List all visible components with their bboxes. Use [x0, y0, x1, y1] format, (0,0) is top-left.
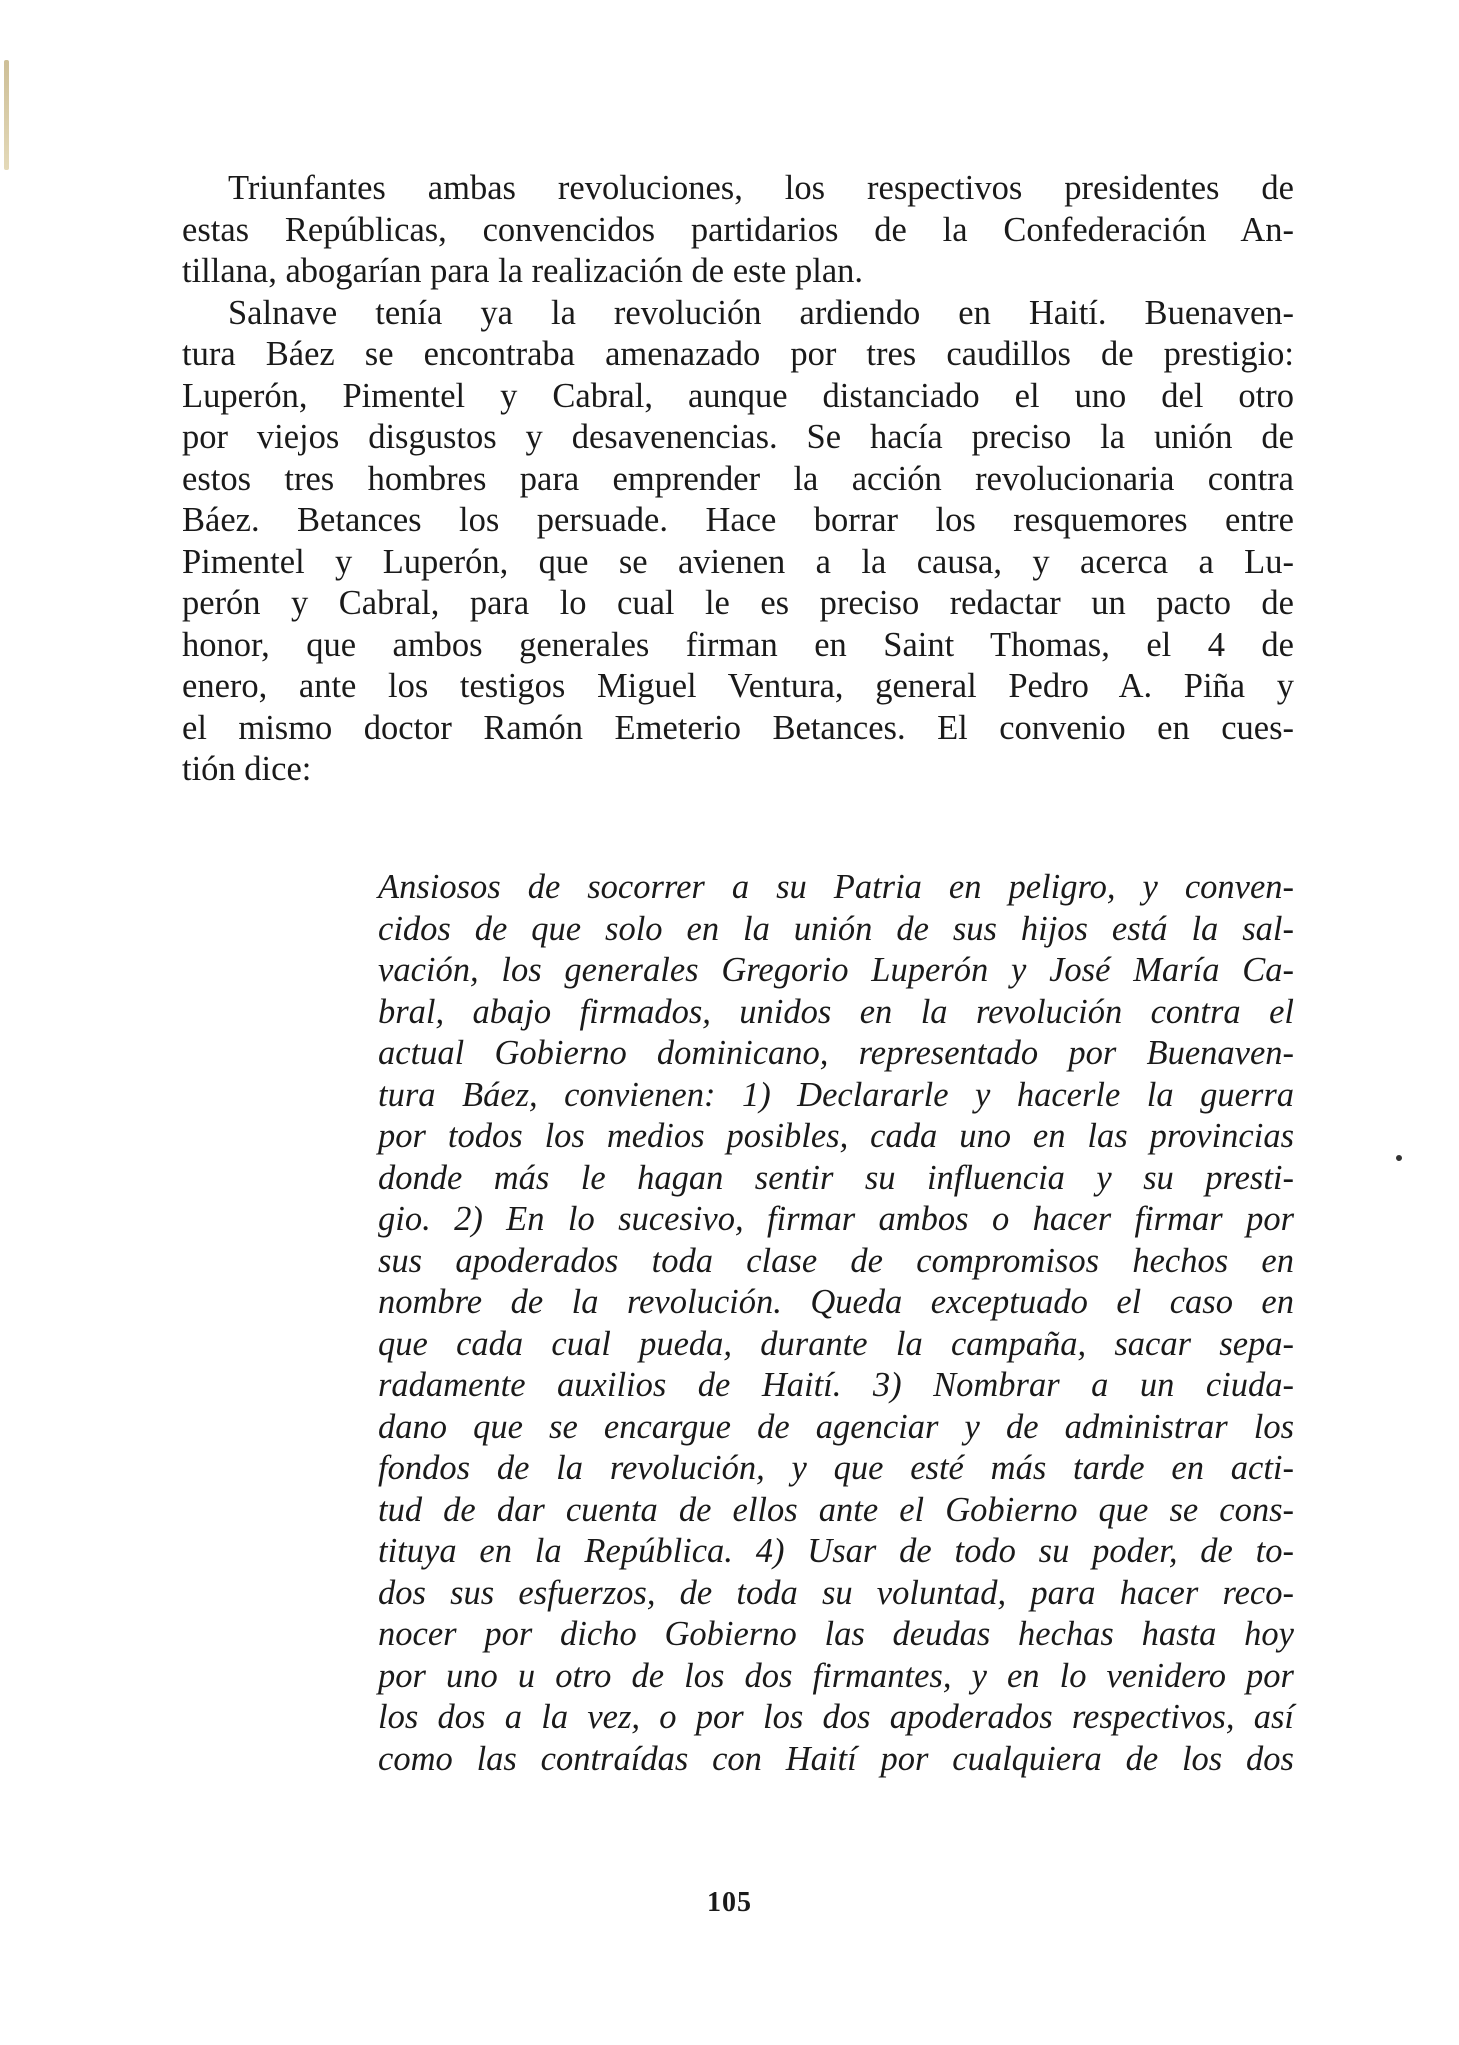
quote-line: tud de dar cuenta de ellos ante el Gobierno que se cons-	[378, 1490, 1294, 1529]
quote-line: vación, los generales Gregorio Luperón y José María Ca-	[378, 951, 1294, 989]
text-line: Báez. Betances los persuade. Hace borrar los resquemores entre	[182, 501, 1294, 539]
body-text	[182, 168, 1294, 791]
quote-line: por todos los medios posibles, cada uno en las provincias	[378, 1117, 1294, 1155]
quote-line: Ansiosos de socorrer a su Patria en peligro, y conven-	[378, 868, 1294, 906]
text-line: Triunfantes ambas revoluciones, los respectivos presidentes de	[228, 169, 1294, 207]
quote-line: como las contraídas con Haití por cualquiera de los dos	[378, 1739, 1294, 1778]
quote-line: actual Gobierno dominicano, representado por Buenaven-	[378, 1034, 1294, 1072]
quote-line: nocer por dicho Gobierno las deudas hechas hasta hoy	[378, 1615, 1294, 1653]
text-line: honor, que ambos generales firman en Saint Thomas, el 4 de	[182, 625, 1294, 664]
quote-line: gio. 2) En lo sucesivo, firmar ambos o hacer firmar por	[378, 1200, 1294, 1238]
text-line: enero, ante los testigos Miguel Ventura, general Pedro A. Piña y	[182, 667, 1294, 705]
quote-line: radamente auxilios de Haití. 3) Nombrar a un ciuda-	[378, 1366, 1294, 1404]
text-line: tión dice:	[182, 750, 312, 788]
quote-line: tituya en la República. 4) Usar de todo su poder, de to-	[378, 1532, 1294, 1570]
quote-line: los dos a la vez, o por los dos apoderados respectivos, así	[378, 1698, 1294, 1736]
text-line: estas Repúblicas, convencidos partidarios de la Confederación An-	[182, 210, 1294, 249]
quote-line: dos sus esfuerzos, de toda su voluntad, para hacer reco-	[378, 1573, 1294, 1612]
text-line: tura Báez se encontraba amenazado por tres caudillos de prestigio:	[182, 335, 1294, 373]
page-edge-stain	[4, 60, 9, 170]
text-line: estos tres hombres para emprender la acción revolucionaria contra	[182, 459, 1294, 498]
text-line: Luperón, Pimentel y Cabral, aunque distanciado el uno del otro	[182, 376, 1294, 415]
quote-line: dano que se encargue de agenciar y de administrar los	[378, 1407, 1294, 1446]
quote-line: fondos de la revolución, y que esté más tarde en acti-	[378, 1449, 1294, 1487]
text-line: Pimentel y Luperón, que se avienen a la causa, y acerca a Lu-	[182, 542, 1294, 581]
page-number: 105	[707, 1887, 752, 1918]
text-line: perón y Cabral, para lo cual le es preciso redactar un pacto de	[182, 584, 1294, 622]
ink-speck	[1396, 1155, 1402, 1161]
text-line: por viejos disgustos y desavenencias. Se hacía preciso la unión de	[182, 418, 1294, 456]
quote-line: tura Báez, convienen: 1) Declararle y hacerle la guerra	[378, 1075, 1294, 1114]
text-line: tillana, abogarían para la realización de este plan.	[182, 252, 864, 290]
text-line: Salnave tenía ya la revolución ardiendo en Haití. Buenaven-	[228, 293, 1294, 332]
quote-line: sus apoderados toda clase de compromisos hechos en	[378, 1241, 1294, 1280]
text-line: el mismo doctor Ramón Emeterio Betances. El convenio en cues-	[182, 708, 1294, 747]
block-quote	[378, 867, 1294, 1780]
quote-line: cidos de que solo en la unión de sus hijos está la sal-	[378, 909, 1294, 948]
quote-line: por uno u otro de los dos firmantes, y en lo venidero por	[378, 1656, 1294, 1695]
quote-line: que cada cual pueda, durante la campaña, sacar sepa-	[378, 1324, 1294, 1363]
quote-line: donde más le hagan sentir su influencia y su presti-	[378, 1158, 1294, 1197]
quote-line: bral, abajo firmados, unidos en la revolución contra el	[378, 992, 1294, 1031]
quote-line: nombre de la revolución. Queda exceptuado el caso en	[378, 1283, 1294, 1321]
